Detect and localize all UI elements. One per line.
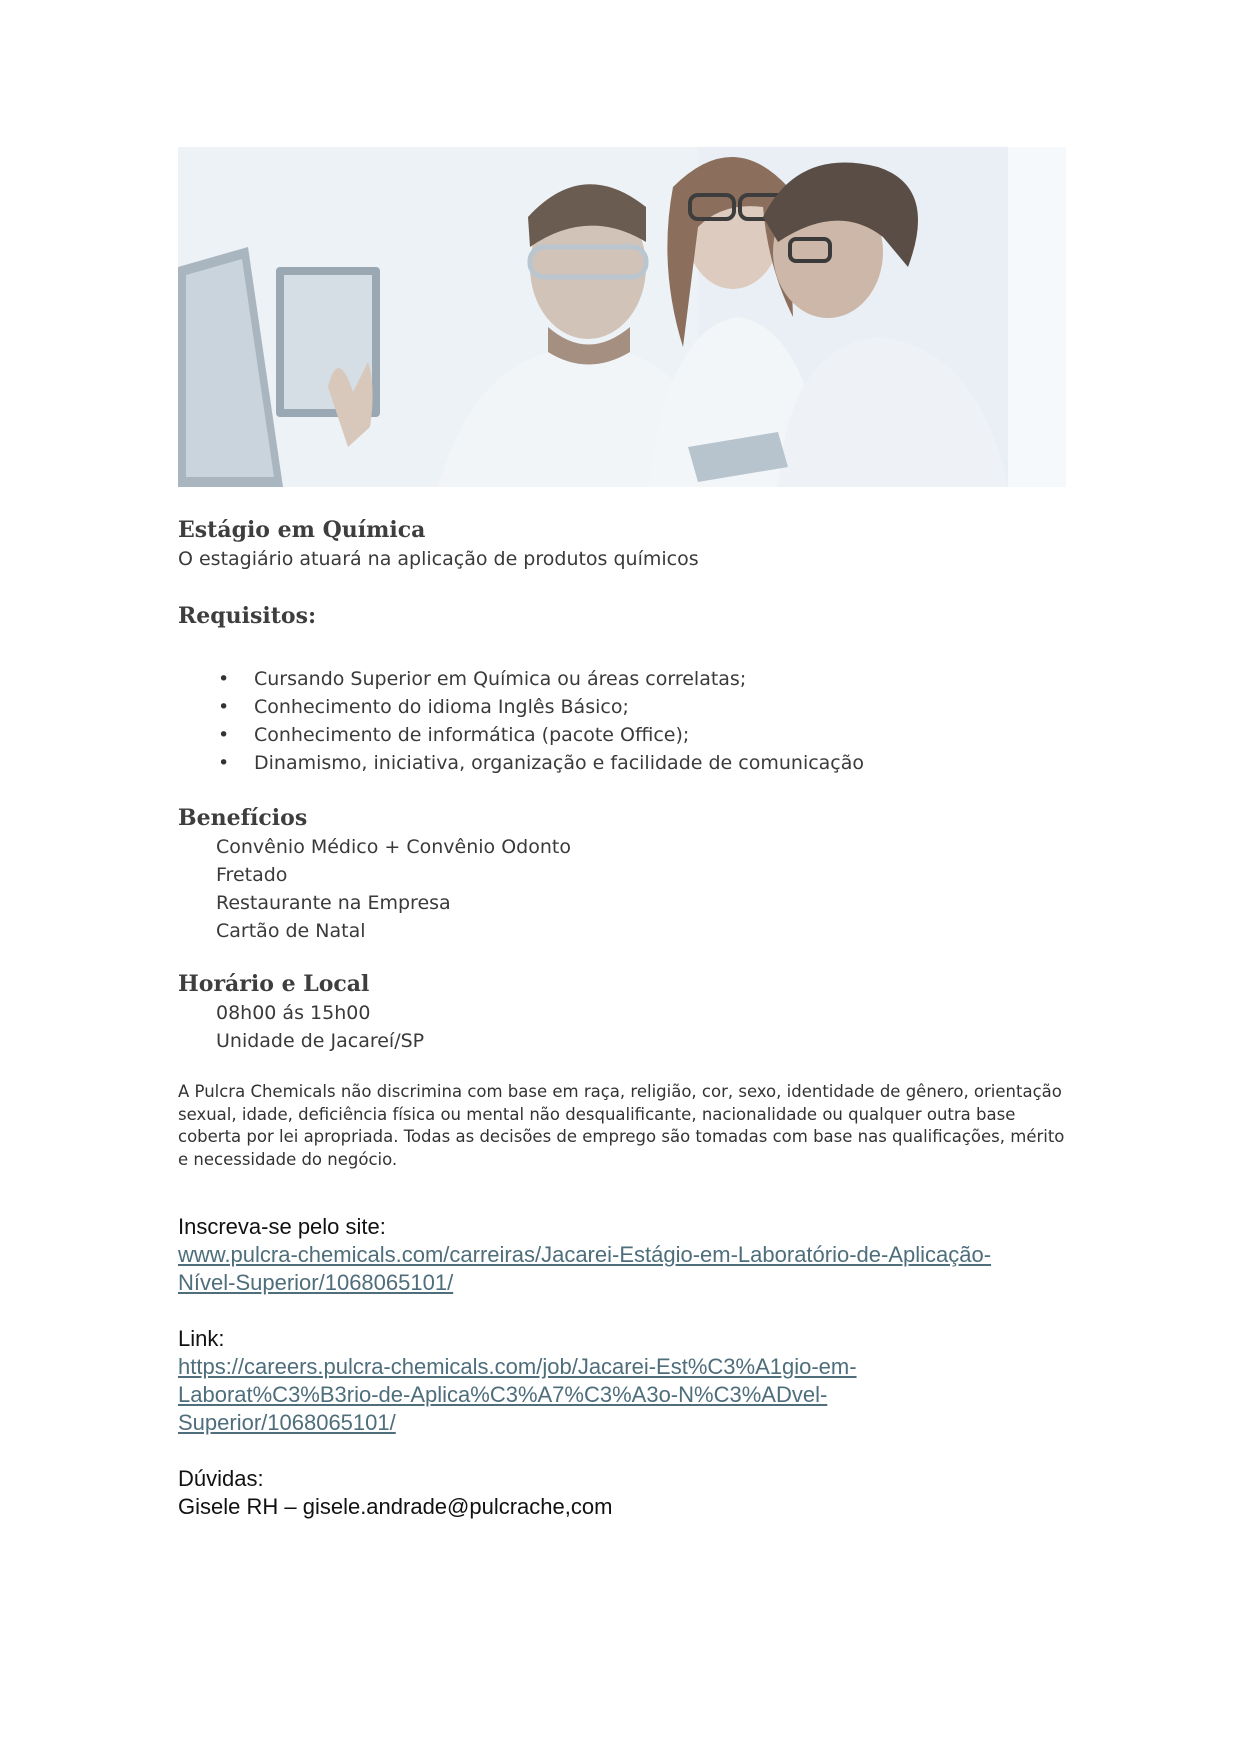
schedule-location: Unidade de Jacareí/SP — [216, 1030, 425, 1052]
requirement-text: Cursando Superior em Química ou áreas correlatas; — [254, 668, 747, 690]
apply-url-line-1[interactable]: www.pulcra-chemicals.com/carreiras/Jacarei-Estágio-em-Laboratório-de-Aplicação- — [178, 1242, 992, 1267]
disclaimer-text: A Pulcra Chemicals não discrimina com base em raça, religião, cor, sexo, identidade de gênero, orientação sexual, idade, deficiência física ou mental não desqualificante, nacionalidade ou qualquer outra base coberta por lei apropriada. Todas as decisões de emprego são tomadas com base nas qualificações, mérito e necessidade do negócio. — [178, 1082, 1065, 1169]
questions-block — [178, 1465, 1078, 1521]
questions-contact: Gisele RH – gisele.andrade@pulcrache,com — [178, 1494, 613, 1519]
benefit-item: Fretado — [216, 864, 288, 886]
job-title: Estágio em Química — [178, 517, 426, 543]
requirements-heading: Requisitos: — [178, 603, 317, 629]
schedule-hours: 08h00 ás 15h00 — [216, 1002, 371, 1024]
careers-url-line-2[interactable]: Laborat%C3%B3rio-de-Aplica%C3%A7%C3%A3o-N%C3%ADvel- — [178, 1382, 828, 1407]
benefits-heading: Benefícios — [178, 805, 308, 831]
benefit-item: Cartão de Natal — [216, 920, 366, 942]
hero-lab-photo — [178, 147, 1066, 487]
lab-photo-icon — [178, 147, 1066, 487]
list-item — [178, 665, 1078, 693]
list-item — [178, 693, 1078, 721]
apply-url-line-2[interactable]: Nível-Superior/1068065101/ — [178, 1270, 454, 1295]
careers-url-line-1[interactable]: https://careers.pulcra-chemicals.com/job/Jacarei-Est%C3%A1gio-em- — [178, 1354, 857, 1379]
bullet-icon: • — [218, 668, 230, 690]
schedule-heading: Horário e Local — [178, 971, 370, 997]
questions-label: Dúvidas: — [178, 1466, 264, 1491]
list-item — [178, 749, 1078, 777]
link-block — [178, 1325, 1078, 1437]
bullet-icon: • — [218, 752, 230, 774]
benefit-item: Convênio Médico + Convênio Odonto — [216, 836, 571, 858]
requirement-text: Conhecimento do idioma Inglês Básico; — [254, 696, 629, 718]
link-label: Link: — [178, 1326, 225, 1351]
bullet-icon: • — [218, 724, 230, 746]
job-posting — [178, 515, 1078, 1521]
apply-block — [178, 1213, 1078, 1297]
requirements-list — [178, 665, 1078, 777]
apply-label: Inscreva-se pelo site: — [178, 1214, 386, 1239]
benefit-item: Restaurante na Empresa — [216, 892, 451, 914]
requirement-text: Conhecimento de informática (pacote Office); — [254, 724, 690, 746]
schedule-list — [178, 999, 1078, 1055]
careers-url-line-3[interactable]: Superior/1068065101/ — [178, 1410, 396, 1435]
requirement-text: Dinamismo, iniciativa, organização e facilidade de comunicação — [254, 752, 865, 774]
bullet-icon: • — [218, 696, 230, 718]
list-item — [178, 721, 1078, 749]
job-subtitle: O estagiário atuará na aplicação de produtos químicos — [178, 548, 699, 570]
benefits-list — [178, 833, 1078, 945]
